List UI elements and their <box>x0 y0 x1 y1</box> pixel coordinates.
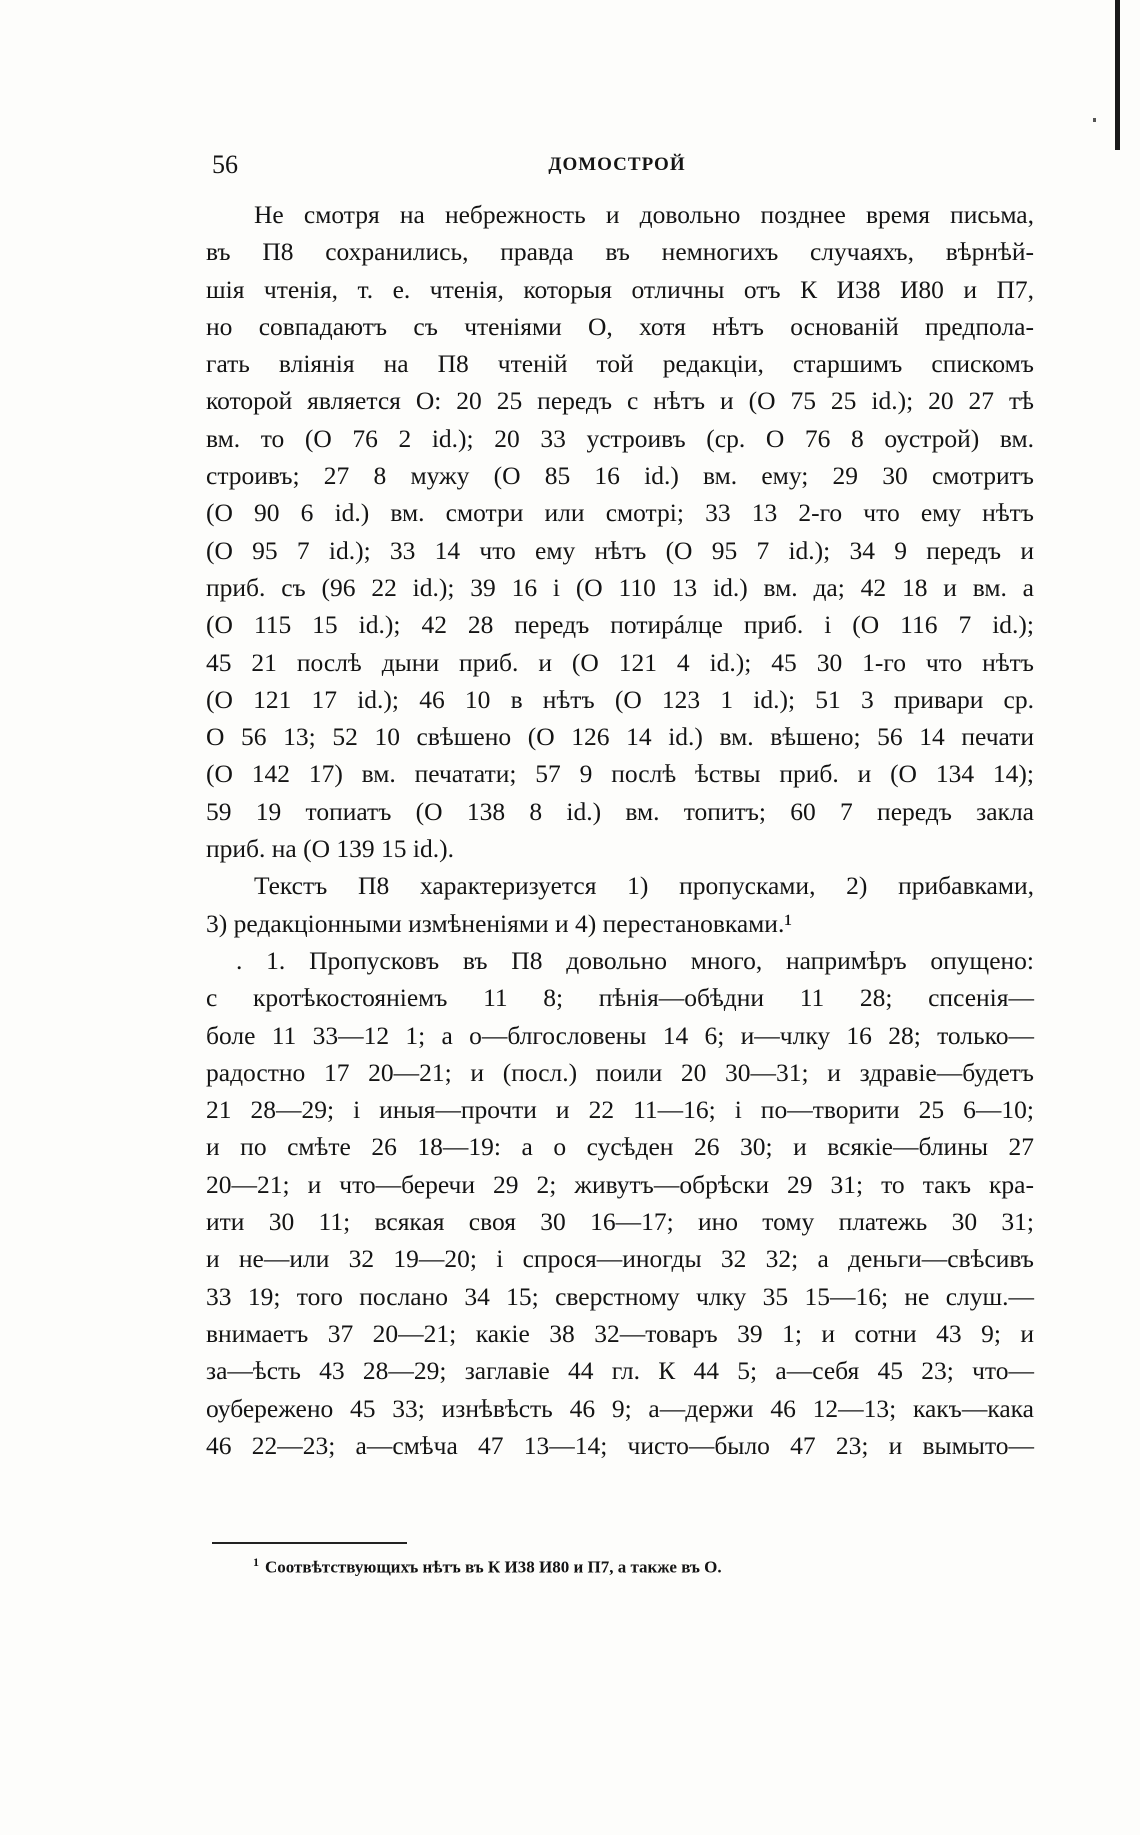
text-line: . 1. Пропусковъ въ П8 довольно много, напримѣръ опущено: <box>236 945 1034 975</box>
running-title: ДОМОСТРОЙ <box>548 154 686 175</box>
text-line: Не смотря на небрежность и довольно позднее время письма, <box>254 200 1034 229</box>
text-line: внимаетъ 37 20—21; какiе 38 32—товаръ 39 1; и сотни 43 9; и <box>206 1318 1034 1348</box>
footnote-text: Соотвѣтствующихъ нѣтъ въ К И38 И80 и П7, а также въ О. <box>265 1557 722 1577</box>
footnote-marker: 1 <box>253 1555 259 1569</box>
text-line: 3) редакціонными измѣненіями и 4) перестановками.¹ <box>206 908 792 938</box>
text-line: 21 28—29; і иныя—прочти и 22 11—16; і по—творити 25 6—10; <box>206 1095 1034 1125</box>
text-line: гать вліянія на П8 чтеній той редакціи, старшимъ спискомъ <box>206 349 1034 379</box>
text-line: за—ѣсть 43 28—29; заглавіе 44 гл. К 44 5; а—себя 45 23; что— <box>206 1356 1034 1386</box>
text-line: и по смѣте 26 18—19: а о сусѣден 26 30; и всякiе—блины 27 <box>206 1132 1034 1162</box>
text-line: приб. съ (96 22 id.); 39 16 і (О 110 13 id.) вм. да; 42 18 и вм. а <box>206 572 1034 602</box>
page-edge-line <box>1115 0 1120 150</box>
text-line: которой является О: 20 25 передъ с нѣтъ и (О 75 25 id.); 20 27 тѣ <box>206 386 1034 416</box>
text-line: 45 21 послѣ дыни приб. и (О 121 4 id.); 45 30 1-го что нѣтъ <box>206 647 1034 677</box>
text-line: (О 142 17) вм. печатати; 57 9 послѣ ѣствы приб. и (О 134 14); <box>206 759 1034 789</box>
text-line: ити 30 11; всякая своя 30 16—17; ино тому платежь 30 31; <box>206 1207 1034 1237</box>
footnote-rule <box>212 1542 407 1544</box>
text-line: и не—или 32 19—20; і спрося—иногды 32 32; а деньги—свѣсивъ <box>206 1244 1034 1274</box>
text-line: оубережено 45 33; изнѣвѣсть 46 9; а—держи 46 12—13; какъ—кака <box>206 1393 1034 1423</box>
text-line: (О 95 7 id.); 33 14 что ему нѣтъ (О 95 7 id.); 34 9 передъ и <box>206 535 1034 565</box>
text-line: вм. то (О 76 2 id.); 20 33 устроивъ (ср. О 76 8 оустрой) вм. <box>206 423 1034 453</box>
text-line: шія чтенія, т. е. чтенія, которыя отличны отъ К И38 И80 и П7, <box>206 274 1034 304</box>
footnote <box>253 1555 722 1578</box>
text-line: Текстъ П8 характеризуется 1) пропусками, 2) прибавками, <box>254 871 1034 901</box>
text-line: с кротѣкостоянiемъ 11 8; пѣнiя—обѣдни 11 28; спсенiя— <box>206 983 1034 1013</box>
text-line: но совпадаютъ съ чтеніями О, хотя нѣтъ основаній предпола- <box>206 311 1034 341</box>
text-line: О 56 13; 52 10 свѣшено (О 126 14 id.) вм. вѣшено; 56 14 печати <box>206 722 1034 752</box>
text-line: 20—21; и что—беречи 29 2; живутъ—обрѣски 29 31; то такъ кра- <box>206 1169 1034 1199</box>
text-line: (О 121 17 id.); 46 10 в нѣтъ (О 123 1 id.); 51 3 привари ср. <box>206 684 1034 714</box>
body-text <box>206 196 1034 1464</box>
page-number: 56 <box>212 150 238 179</box>
scan-speck <box>1093 118 1096 122</box>
text-line: 46 22—23; а—смѣча 47 13—14; чисто—было 47 23; и вымыто— <box>206 1430 1034 1460</box>
page-header <box>212 150 1022 186</box>
text-line: въ П8 сохранились, правда въ немногихъ случаяхъ, вѣрнѣй- <box>206 237 1034 267</box>
text-line: строивъ; 27 8 мужу (О 85 16 id.) вм. ему; 29 30 смотритъ <box>206 461 1034 491</box>
text-line: приб. на (О 139 15 id.). <box>206 834 454 864</box>
text-line: радостно 17 20—21; и (посл.) поили 20 30—31; и здравiе—будетъ <box>206 1057 1034 1087</box>
text-line: (О 90 6 id.) вм. смотри или смотрі; 33 13 2-го что ему нѣтъ <box>206 498 1034 528</box>
text-line: боле 11 33—12 1; а о—блгословены 14 6; и—члку 16 28; только— <box>206 1020 1034 1050</box>
text-line: 59 19 топиатъ (О 138 8 id.) вм. топитъ; 60 7 передъ закла <box>206 796 1034 826</box>
text-line: (О 115 15 id.); 42 28 передъ потирáлце приб. і (О 116 7 id.); <box>206 610 1034 640</box>
text-line: 33 19; того послано 34 15; сверстному члку 35 15—16; не слуш.— <box>206 1281 1034 1311</box>
